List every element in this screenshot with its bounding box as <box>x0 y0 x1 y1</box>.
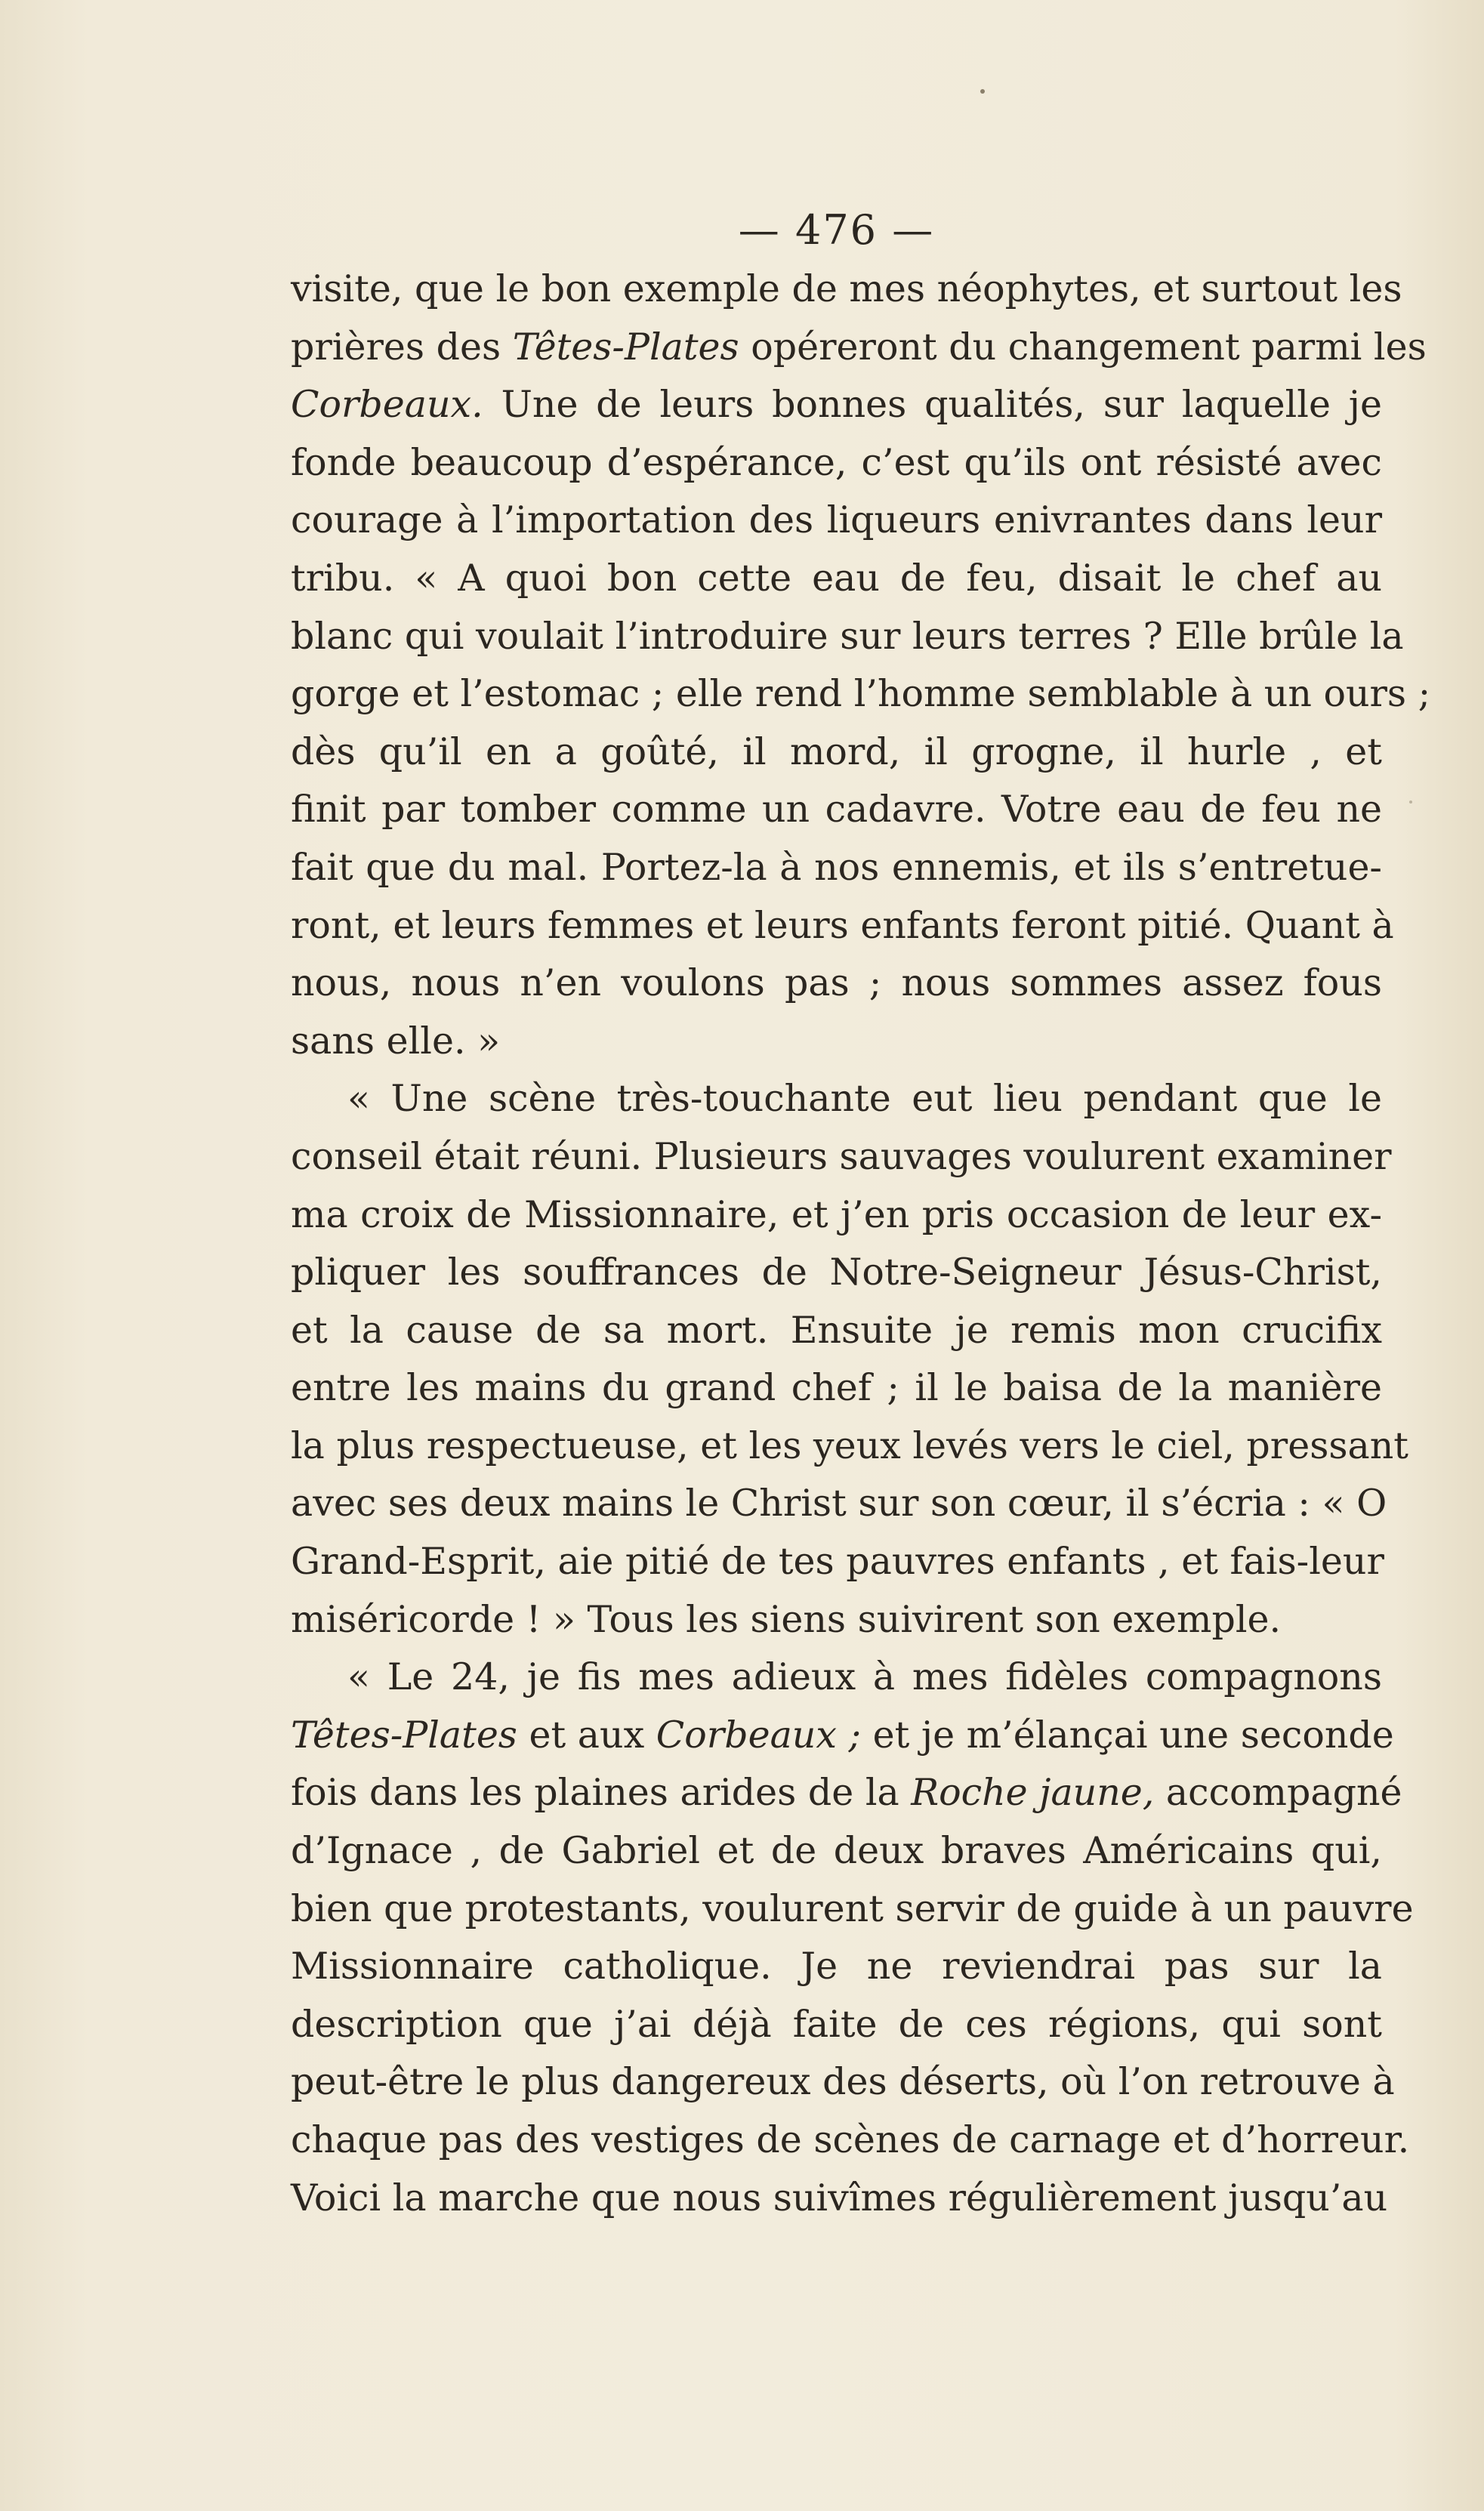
text-line <box>291 1302 1382 1360</box>
text-line <box>291 1533 1382 1591</box>
paper-speck <box>980 89 985 94</box>
text-segment: pliquer les souffrances de Notre-Seigneur Jésus-Christ, <box>291 1251 1382 1294</box>
text-line <box>291 550 1382 608</box>
text-segment: Missionnaire catholique. Je ne reviendrai pas sur la <box>291 1945 1382 1988</box>
text-line <box>291 1938 1382 1996</box>
text-line <box>291 1764 1402 1822</box>
text-line <box>291 1880 1414 1939</box>
page-number: — 476 — <box>738 206 935 254</box>
text-segment: peut-être le plus dangereux des déserts, où l’on retrouve à <box>291 2060 1395 2104</box>
text-segment: ront, et leurs femmes et leurs enfants feront pitié. Quant à <box>291 903 1394 947</box>
text-line <box>291 434 1382 492</box>
text-line <box>291 2112 1410 2170</box>
text-line <box>291 781 1382 839</box>
text-segment: d’Ignace , de Gabriel et de deux braves Américains qui, <box>291 1829 1382 1873</box>
text-line <box>291 1707 1394 1765</box>
text-segment: Une de leurs bonnes qualités, sur laquelle je <box>483 383 1382 427</box>
text-line <box>291 2170 1388 2228</box>
italic-text: Têtes-Plates <box>512 325 739 369</box>
text-line <box>291 492 1382 550</box>
text-segment: prières des <box>291 325 513 369</box>
italic-text: Corbeaux. <box>291 383 483 427</box>
text-segment: nous, nous n’en voulons pas ; nous sommes assez fous <box>291 961 1382 1005</box>
text-segment: ma croix de Missionnaire, et j’en pris occasion de leur ex- <box>291 1192 1382 1236</box>
text-segment: conseil était réuni. Plusieurs sauvages voulurent examiner <box>291 1134 1392 1178</box>
text-segment: finit par tomber comme un cadavre. Votre eau de feu ne <box>291 788 1382 831</box>
text-segment: avec ses deux mains le Christ sur son cœur, il s’écria : « O <box>291 1482 1387 1525</box>
text-line <box>291 1822 1382 1880</box>
text-line <box>291 261 1402 319</box>
text-line <box>291 1013 1382 1071</box>
text-line <box>291 1475 1387 1533</box>
italic-text: Têtes-Plates <box>291 1713 517 1757</box>
text-segment: blanc qui voulait l’introduire sur leurs terres ? Elle brûle la <box>291 614 1404 658</box>
text-line <box>291 723 1382 782</box>
text-segment: bien que protestants, voulurent servir de guide à un pauvre <box>291 1886 1414 1930</box>
text-segment: fois dans les plaines arides de la <box>291 1771 912 1815</box>
text-line <box>291 1649 1382 1707</box>
text-segment: visite, que le bon exemple de mes néophytes, et surtout les <box>291 267 1402 310</box>
text-segment: chaque pas des vestiges de scènes de carnage et d’horreur. <box>291 2118 1410 2161</box>
text-segment: opéreront du changement parmi les <box>739 325 1427 369</box>
paper-speck <box>1409 800 1412 804</box>
text-line <box>291 1359 1382 1417</box>
text-line <box>291 1417 1408 1476</box>
text-line <box>291 665 1431 723</box>
text-segment: Grand-Esprit, aie pitié de tes pauvres enfants , et fais-leur <box>291 1540 1384 1584</box>
text-segment: fait que du mal. Portez-la à nos ennemis, et ils s’entretue- <box>291 845 1382 889</box>
text-line <box>291 1591 1382 1649</box>
text-segment: accompagné <box>1154 1771 1402 1815</box>
text-block <box>291 200 1431 2227</box>
text-segment: description que j’ai déjà faite de ces régions, qui sont <box>291 2002 1382 2046</box>
text-line <box>291 1070 1382 1128</box>
text-segment: et je m’élançai une seconde <box>861 1713 1394 1757</box>
text-segment: tribu. « A quoi bon cette eau de feu, disait le chef au <box>291 556 1382 600</box>
text-segment: « Le 24, je fis mes adieux à mes fidèles compagnons <box>347 1655 1382 1699</box>
text-segment: la plus respectueuse, et les yeux levés vers le ciel, pressant <box>291 1424 1408 1467</box>
text-segment: entre les mains du grand chef ; il le baisa de la manière <box>291 1366 1382 1410</box>
text-line <box>291 2053 1395 2112</box>
text-line <box>291 1128 1392 1186</box>
text-segment: sans elle. » <box>291 1019 501 1063</box>
text-segment: et la cause de sa mort. Ensuite je remis mon crucifix <box>291 1308 1382 1352</box>
text-segment: gorge et l’estomac ; elle rend l’homme semblable à un ours ; <box>291 672 1431 716</box>
text-line <box>291 955 1382 1013</box>
text-segment: dès qu’il en a goûté, il mord, il grogne, il hurle , et <box>291 730 1382 773</box>
text-line <box>291 1996 1382 2054</box>
italic-text: Roche jaune, <box>911 1771 1155 1815</box>
text-line <box>291 839 1382 897</box>
body-text <box>291 261 1431 2227</box>
text-line <box>291 897 1394 955</box>
text-line <box>291 608 1404 666</box>
text-segment: Voici la marche que nous suivîmes régulièrement jusqu’au <box>291 2176 1388 2219</box>
text-segment: courage à l’importation des liqueurs enivrantes dans leur <box>291 498 1382 542</box>
text-line <box>291 1244 1382 1302</box>
italic-text: Corbeaux ; <box>656 1713 862 1757</box>
text-segment: et aux <box>517 1713 656 1757</box>
text-segment: miséricorde ! » Tous les siens suivirent son exemple. <box>291 1597 1282 1641</box>
text-line <box>291 1186 1382 1245</box>
text-line <box>291 376 1382 434</box>
text-segment: « Une scène très-touchante eut lieu pendant que le <box>347 1077 1382 1121</box>
text-line <box>291 319 1427 377</box>
text-segment: fonde beaucoup d’espérance, c’est qu’ils ont résisté avec <box>291 440 1382 484</box>
